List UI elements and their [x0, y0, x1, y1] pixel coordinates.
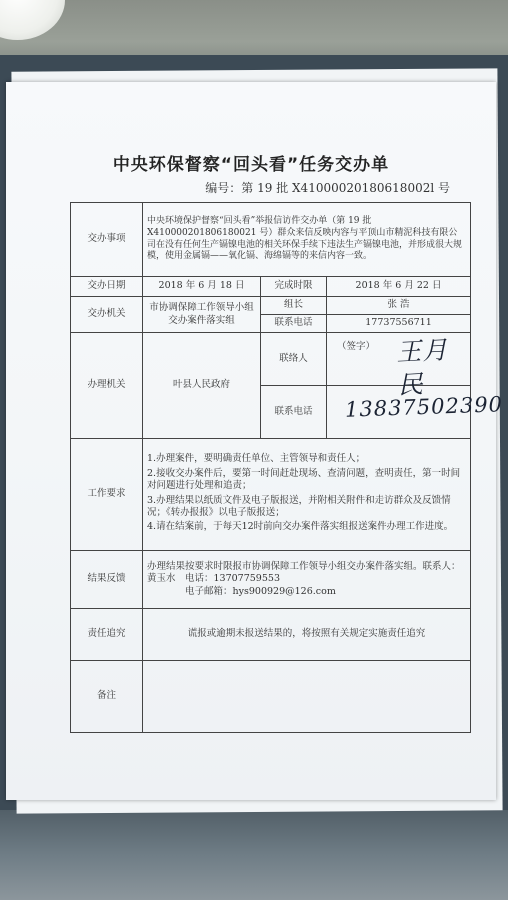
handwritten-signature: 王月民: [395, 335, 449, 400]
signature-area: [331, 335, 466, 400]
matter-label: 交办事项: [71, 203, 143, 277]
remarks-value: [143, 661, 471, 733]
requirement-item: 4.请在结案前，于每天12时前向交办案件落实组报送案件办理工作进度。: [147, 521, 454, 533]
assigning-org-value: 市协调保障工作领导小组交办案件落实组: [143, 297, 261, 333]
row-leader: [71, 297, 471, 315]
feedback-email: 电子邮箱：hys900929@126.com: [185, 585, 336, 597]
deadline-label: 完成时限: [261, 277, 327, 297]
leader-label: 组长: [261, 297, 327, 315]
handwritten-phone: 13837502390: [344, 392, 504, 422]
matter-text: 中央环境保护督察“回头看”举报信访件交办单（第 19 批 X410000201806180021 号）群众来信反映内容与平顶山市精泥科技有限公司在没有任何生产镉镍电池的相关环保手续下违法生产镉镍电池，并形成很大规模，使用金属镉——氧化镉、海绵镉等的来信内容一致。: [143, 203, 471, 277]
row-feedback: [71, 551, 471, 609]
contact-phone-label: 联系电话: [261, 315, 327, 333]
requirement-item: 3.办理结果以纸质文件及电子版报送，并附相关附件和走访群众及反馈情况；《转办报报》以电子版报送；: [147, 494, 451, 518]
deadline-value: 2018 年 6 月 22 日: [327, 277, 471, 297]
leader-value: 张 浩: [327, 297, 471, 315]
assignment-form-table: [70, 202, 504, 733]
assign-date-label: 交办日期: [71, 277, 143, 297]
task-assignment-form-sheet: [6, 82, 504, 800]
assigning-org-label: 交办机关: [71, 297, 143, 333]
requirement-item: 1.办理案件，要明确责任单位、主管领导和责任人；: [147, 453, 366, 465]
handling-phone-cell: [327, 386, 504, 439]
contact-phone-value: 17737556711: [327, 315, 471, 333]
requirement-item: 2.接收交办案件后，要第一时间赶赴现场、查清问题，查明责任，第一时间对问题进行处理和追责；: [147, 467, 461, 492]
document-title: 中央环保督察“回头看”任务交办单: [112, 155, 390, 175]
handling-org-value: 叶县人民政府: [143, 333, 261, 439]
row-matter: [71, 203, 471, 277]
handling-org-label: 办理机关: [71, 333, 143, 439]
assign-date-value: 2018 年 6 月 18 日: [143, 277, 261, 297]
row-accountability: [71, 609, 471, 661]
handwritten-phone-area: [331, 388, 504, 436]
row-contact-person: [71, 333, 471, 386]
contact-person-label: 联络人: [261, 333, 327, 386]
feedback-label: 结果反馈: [71, 551, 143, 609]
signature-cell: [327, 333, 471, 400]
remarks-label: 备注: [71, 661, 143, 733]
row-remarks: [71, 661, 471, 733]
document-number: 编号：第 19 批 X41000020180618002l 号: [205, 181, 450, 195]
accountability-text: 谎报或逾期未报送结果的，将按照有关规定实施责任追究: [143, 609, 471, 661]
feedback-cell: [143, 551, 471, 609]
row-dates: [71, 277, 471, 297]
row-requirements: [71, 439, 471, 551]
requirements-list: [143, 439, 471, 551]
feedback-text: 办理结果按要求时限报市协调保障工作领导小组交办案件落实组。联系人：黄玉水 电话：13707759553: [147, 560, 461, 585]
signature-hint: （签字）: [337, 341, 376, 352]
table-surface-bottom: [0, 810, 508, 900]
accountability-label: 责任追究: [71, 609, 143, 661]
handling-phone-label: 联系电话: [261, 386, 327, 439]
requirements-label: 工作要求: [71, 439, 143, 551]
